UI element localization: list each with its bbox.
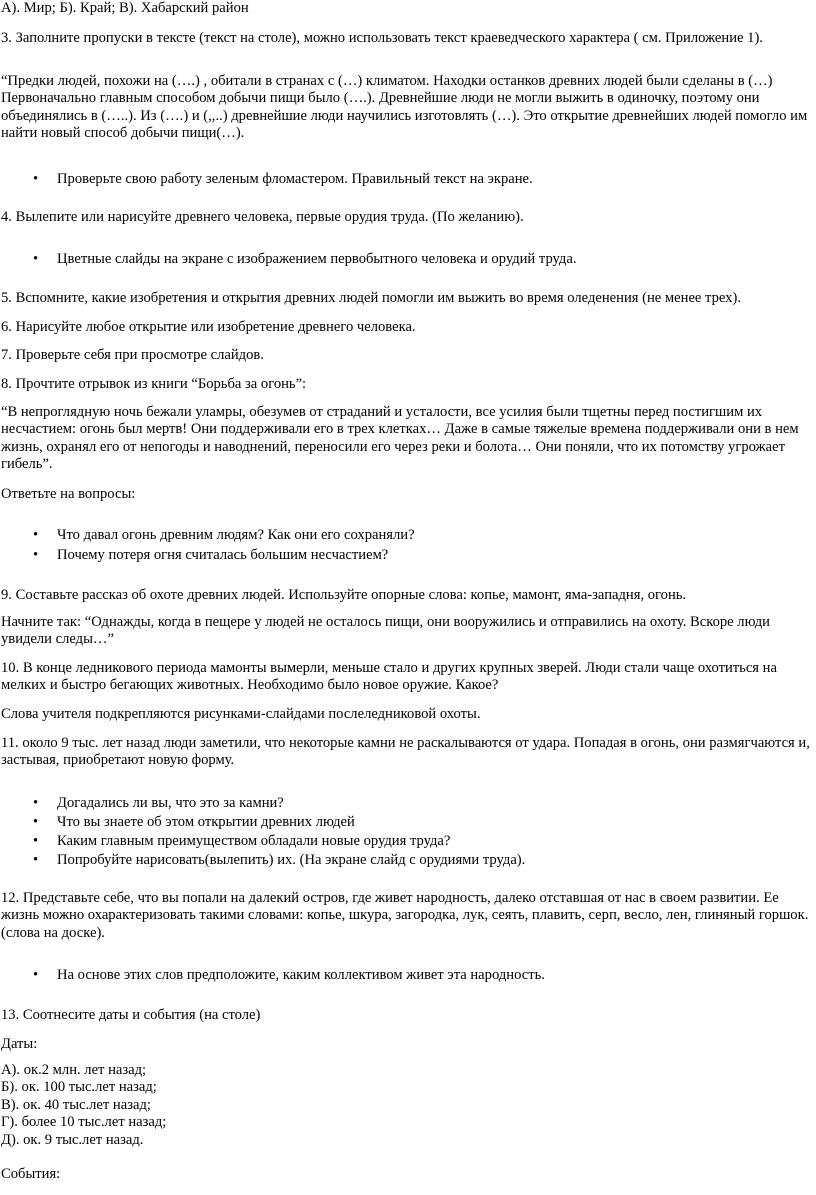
task-7-heading: 7. Проверьте себя при просмотре слайдов.: [1, 347, 264, 363]
list-item-text: Что давал огонь древним людям? Как они его сохраняли?: [57, 527, 415, 543]
bullet-icon: •: [33, 813, 39, 830]
list-item-text: Почему потеря огня считалась большим несчастием?: [57, 547, 389, 564]
list-item-text: Каким главным преимуществом обладали новые орудия труда?: [57, 832, 451, 849]
task-8-question-list: [0, 527, 812, 565]
bullet-icon: •: [33, 832, 39, 849]
list-item: [0, 795, 812, 812]
task-3-gap-text: “Предки людей, похожи на (….) , обитали в странах с (…) климатом. Находки останков древних людей были сделаны в (…) Первоначально главным способом добычи пищи было (….). Древнейшие люди не могли выжить в одиночку, поэтому они объединялись в (…..). Из (….) и (,,..) древнейшие люди научились изготовлять (…). Это открытие древнейших людей помогло им найти новый способ добычи пищи(…).: [1, 73, 808, 142]
list-item: [0, 547, 812, 564]
task-11-question-list: [0, 795, 812, 869]
bullet-icon: •: [33, 527, 39, 543]
task-9-start: Начните так: “Однажды, когда в пещере у людей не осталось пищи, они вооружились и отправились на охоту. Вскоре люди увидели следы…”: [1, 614, 770, 648]
task-5-heading: 5. Вспомните, какие изобретения и открытия древних людей помогли им выжить во время оледенения (не менее трех).: [1, 290, 741, 306]
task-8-answer-prompt: Ответьте на вопросы:: [1, 486, 136, 502]
task-10-note: Слова учителя подкрепляются рисунками-слайдами послеледниковой охоты.: [1, 706, 481, 722]
list-item-text: Догадались ли вы, что это за камни?: [57, 795, 284, 811]
task-8-quote: “В непроглядную ночь бежали уламры, обезумев от страданий и усталости, все усилия были тщетны перед постигшим их несчастием: огонь был мертв! Они поддерживали его в трех клетках… Даже в самые тяжелые времена поддерживали они в нем жизнь, охранял его от непогоды и наводнений, переносили его через реки и болота… Они поняли, что их потомству угрожает гибель”.: [1, 404, 799, 473]
events-label: События:: [1, 1166, 61, 1182]
list-item: Г). более 10 тыс.лет назад;: [1, 1114, 167, 1131]
task-13-heading: 13. Соотнесите даты и события (на столе): [1, 1007, 261, 1023]
task-9-heading: 9. Составьте рассказ об охоте древних людей. Используйте опорные слова: копье, мамонт, яма-западня, огонь.: [1, 587, 687, 603]
bullet-icon: •: [33, 547, 39, 564]
bullet-text: На основе этих слов предположите, каким коллективом живет эта народность.: [57, 967, 545, 983]
bullet-icon: •: [33, 967, 39, 983]
list-item: [0, 814, 812, 831]
task-8-heading: 8. Прочтите отрывок из книги “Борьба за огонь”:: [1, 376, 307, 392]
dates-list: [1, 1062, 812, 1149]
answer-options-line: А). Мир; Б). Край; В). Хабарский район: [1, 0, 249, 16]
bullet-text: Проверьте свою работу зеленым фломастером. Правильный текст на экране.: [57, 171, 533, 187]
list-item-text: Что вы знаете об этом открытии древних людей: [57, 813, 355, 830]
task-10-heading: 10. В конце ледникового периода мамонты вымерли, меньше стало и других крупных зверей. Люди стали чаще охотиться на мелких и быстро бегающих животных. Необходимо было новое оружие. Какое?: [1, 660, 777, 694]
task-11-heading: 11. около 9 тыс. лет назад люди заметили, что некоторые камни не раскалываются от удара. Попадая в огонь, они размягчаются и, застывая, приобретают новую форму.: [1, 735, 810, 769]
task-6-heading: 6. Нарисуйте любое открытие или изобретение древнего человека.: [1, 319, 416, 335]
list-item: В). ок. 40 тыс.лет назад;: [1, 1096, 151, 1113]
list-item-text: Попробуйте нарисовать(вылепить) их. (На экране слайд с орудиями труда).: [57, 851, 526, 868]
bullet-text: Цветные слайды на экране с изображением первобытного человека и орудий труда.: [57, 251, 577, 267]
task-12-heading: 12. Представьте себе, что вы попали на далекий остров, где живет народность, далеко отставшая от нас в своем развитии. Ее жизнь можно охарактеризовать такими словами: копье, шкура, загородка, лук, сеять, плавить, серп, весло, лен, глиняный горшок.(слова на доске).: [1, 890, 809, 941]
bullet-icon: •: [33, 795, 39, 811]
task-3-heading: 3. Заполните пропуски в тексте (текст на столе), можно использовать текст краеведческого характера ( см. Приложение 1).: [1, 30, 763, 46]
list-item: Б). ок. 100 тыс.лет назад;: [1, 1079, 157, 1096]
bullet-icon: •: [33, 251, 39, 267]
list-item: [0, 833, 812, 850]
bullet-icon: •: [33, 171, 39, 187]
dates-label: Даты:: [1, 1036, 38, 1052]
list-item: А). ок.2 млн. лет назад;: [1, 1062, 147, 1078]
bullet-icon: •: [33, 851, 39, 868]
task-4-heading: 4. Вылепите или нарисуйте древнего человека, первые орудия труда. (По желанию).: [1, 209, 524, 225]
list-item: [0, 527, 812, 544]
list-item: [0, 852, 812, 869]
list-item: Д). ок. 9 тыс.лет назад.: [1, 1131, 144, 1148]
